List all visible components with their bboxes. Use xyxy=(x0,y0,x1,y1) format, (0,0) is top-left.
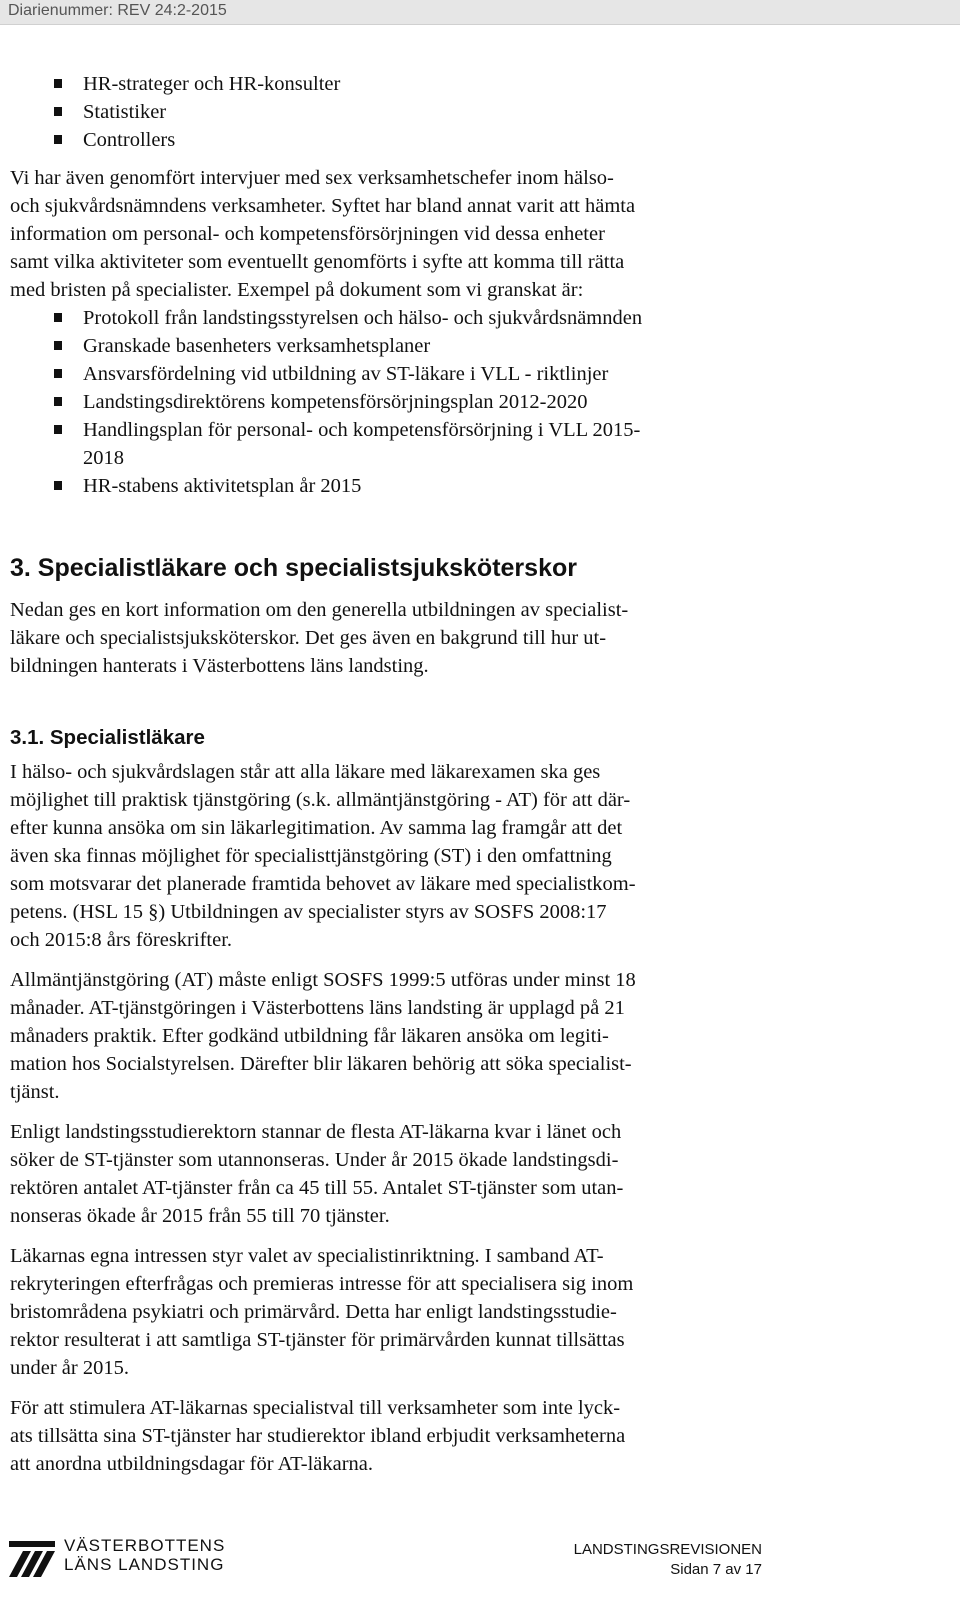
text-line: även ska finnas möjlighet för specialisttjänstgöring (ST) i den omfattning xyxy=(10,845,612,867)
text-line: information om personal- och kompetensförsörjningen vid dessa enheter xyxy=(10,223,605,245)
text-line: ats tillsätta sina ST-tjänster har studierektor ibland erbjudit verksamheterna xyxy=(10,1425,626,1447)
text-line: att anordna utbildningsdagar för AT-läkarna. xyxy=(10,1453,374,1475)
page-footer xyxy=(0,1530,960,1608)
text-line: samt vilka aktiviteter som eventuellt genomförts i syfte att komma till rätta xyxy=(10,251,625,273)
text-line: Nedan ges en kort information om den generella utbildningen av specialist- xyxy=(10,599,629,621)
list-item xyxy=(10,304,945,332)
text-line: petens. (HSL 15 §) Utbildningen av specialister styrs av SOSFS 2008:17 xyxy=(10,901,607,923)
intro-paragraph xyxy=(10,164,945,304)
role-list xyxy=(10,70,945,154)
list-item xyxy=(10,388,945,416)
body-paragraph xyxy=(10,966,945,1106)
list-item-text: Landstingsdirektörens kompetensförsörjningsplan 2012-2020 xyxy=(83,391,588,413)
text-line: mation hos Socialstyrelsen. Därefter blir läkaren behörig att söka specialist- xyxy=(10,1053,632,1075)
document-body xyxy=(10,70,945,1478)
document-list xyxy=(10,304,945,500)
body-paragraph xyxy=(10,1394,945,1478)
list-item-text: Granskade basenheters verksamhetsplaner xyxy=(83,335,431,357)
landsting-logo-icon xyxy=(9,1541,55,1577)
list-item xyxy=(10,126,945,154)
text-line: bildningen hanterats i Västerbottens läns landsting. xyxy=(10,655,429,677)
footer-meta xyxy=(574,1540,762,1580)
logo-wordmark xyxy=(64,1536,225,1574)
text-line: rekryteringen efterfrågas och premieras intresse för att specialisera sig inom xyxy=(10,1273,634,1295)
text-line: och sjukvårdsnämndens verksamheter. Syftet har bland annat varit att hämta xyxy=(10,195,636,217)
text-line: läkare och specialistsjuksköterskor. Det ges även en bakgrund till hur ut- xyxy=(10,627,607,649)
text-line: Allmäntjänstgöring (AT) måste enligt SOSFS 1999:5 utföras under minst 18 xyxy=(10,969,636,991)
text-line: söker de ST-tjänster som utannonseras. Under år 2015 ökade landstingsdi- xyxy=(10,1149,619,1171)
list-item-text: Statistiker xyxy=(83,101,167,123)
page-number: Sidan 7 av 17 xyxy=(670,1561,762,1578)
list-item xyxy=(10,332,945,360)
square-bullet-icon xyxy=(54,107,62,116)
text-line: som motsvarar det planerade framtida behovet av läkare med specialistkom- xyxy=(10,873,636,895)
text-line: efter kunna ansöka om sin läkarlegitimation. Av samma lag framgår att det xyxy=(10,817,623,839)
logo-line-2: LÄNS LANDSTING xyxy=(64,1555,225,1574)
text-line: månaders praktik. Efter godkänd utbildning får läkaren ansöka om legiti- xyxy=(10,1025,609,1047)
text-line: möjlighet till praktisk tjänstgöring (s.k. allmäntjänstgöring - AT) för att där- xyxy=(10,789,631,811)
section-3-heading: 3. Specialistläkare och specialistsjuksköterskor xyxy=(10,554,577,582)
square-bullet-icon xyxy=(54,79,62,88)
list-item-text: Ansvarsfördelning vid utbildning av ST-läkare i VLL - riktlinjer xyxy=(83,363,609,385)
text-line: Vi har även genomfört intervjuer med sex verksamhetschefer inom hälso- xyxy=(10,167,614,189)
list-item-text: Controllers xyxy=(83,129,176,151)
logo-line-1: VÄSTERBOTTENS xyxy=(64,1536,226,1555)
section-3-1-body xyxy=(10,758,945,1478)
text-line: under år 2015. xyxy=(10,1357,129,1379)
diary-header xyxy=(0,0,960,25)
square-bullet-icon xyxy=(54,135,62,144)
text-line: Läkarnas egna intressen styr valet av specialistinriktning. I samband AT- xyxy=(10,1245,604,1267)
square-bullet-icon xyxy=(54,369,62,378)
text-line: tjänst. xyxy=(10,1081,60,1103)
footer-department: LANDSTINGSREVISIONEN xyxy=(573,1541,762,1558)
body-paragraph xyxy=(10,1118,945,1230)
text-line: månader. AT-tjänstgöringen i Västerbottens läns landsting är upplagd på 21 xyxy=(10,997,625,1019)
list-item-text: Protokoll från landstingsstyrelsen och hälso- och sjukvårdsnämnden xyxy=(83,307,643,329)
list-item xyxy=(10,70,945,98)
list-item-text: Handlingsplan för personal- och kompetensförsörjning i VLL 2015- 2018 xyxy=(83,419,641,469)
body-paragraph xyxy=(10,1242,945,1382)
text-line: rektören antalet AT-tjänster från ca 45 till 55. Antalet ST-tjänster som utan- xyxy=(10,1177,624,1199)
text-line: bristområdena psykiatri och primärvård. Detta har enligt landstingsstudie- xyxy=(10,1301,617,1323)
square-bullet-icon xyxy=(54,313,62,322)
list-item xyxy=(10,360,945,388)
text-line: nonseras ökade år 2015 från 55 till 70 tjänster. xyxy=(10,1205,390,1227)
text-line: med bristen på specialister. Exempel på dokument som vi granskat är: xyxy=(10,279,584,301)
list-item-text: HR-strateger och HR-konsulter xyxy=(83,73,341,95)
square-bullet-icon xyxy=(54,481,62,490)
diary-number: Diarienummer: REV 24:2-2015 xyxy=(8,2,227,19)
square-bullet-icon xyxy=(54,425,62,434)
list-item xyxy=(10,98,945,126)
list-item xyxy=(10,472,945,500)
body-paragraph xyxy=(10,758,945,954)
text-line: För att stimulera AT-läkarnas specialistval till verksamheter som inte lyck- xyxy=(10,1397,621,1419)
text-line: Enligt landstingsstudierektorn stannar de flesta AT-läkarna kvar i länet och xyxy=(10,1121,622,1143)
section-3-1-heading: 3.1. Specialistläkare xyxy=(10,726,205,749)
section-3-paragraph xyxy=(10,596,945,680)
text-line: I hälso- och sjukvårdslagen står att alla läkare med läkarexamen ska ges xyxy=(10,761,601,783)
list-item xyxy=(10,416,945,472)
list-item-text: HR-stabens aktivitetsplan år 2015 xyxy=(83,475,362,497)
text-line: rektor resulterat i att samtliga ST-tjänster för primärvården kunnat tillsättas xyxy=(10,1329,625,1351)
text-line: och 2015:8 års föreskrifter. xyxy=(10,929,233,951)
square-bullet-icon xyxy=(54,397,62,406)
square-bullet-icon xyxy=(54,341,62,350)
